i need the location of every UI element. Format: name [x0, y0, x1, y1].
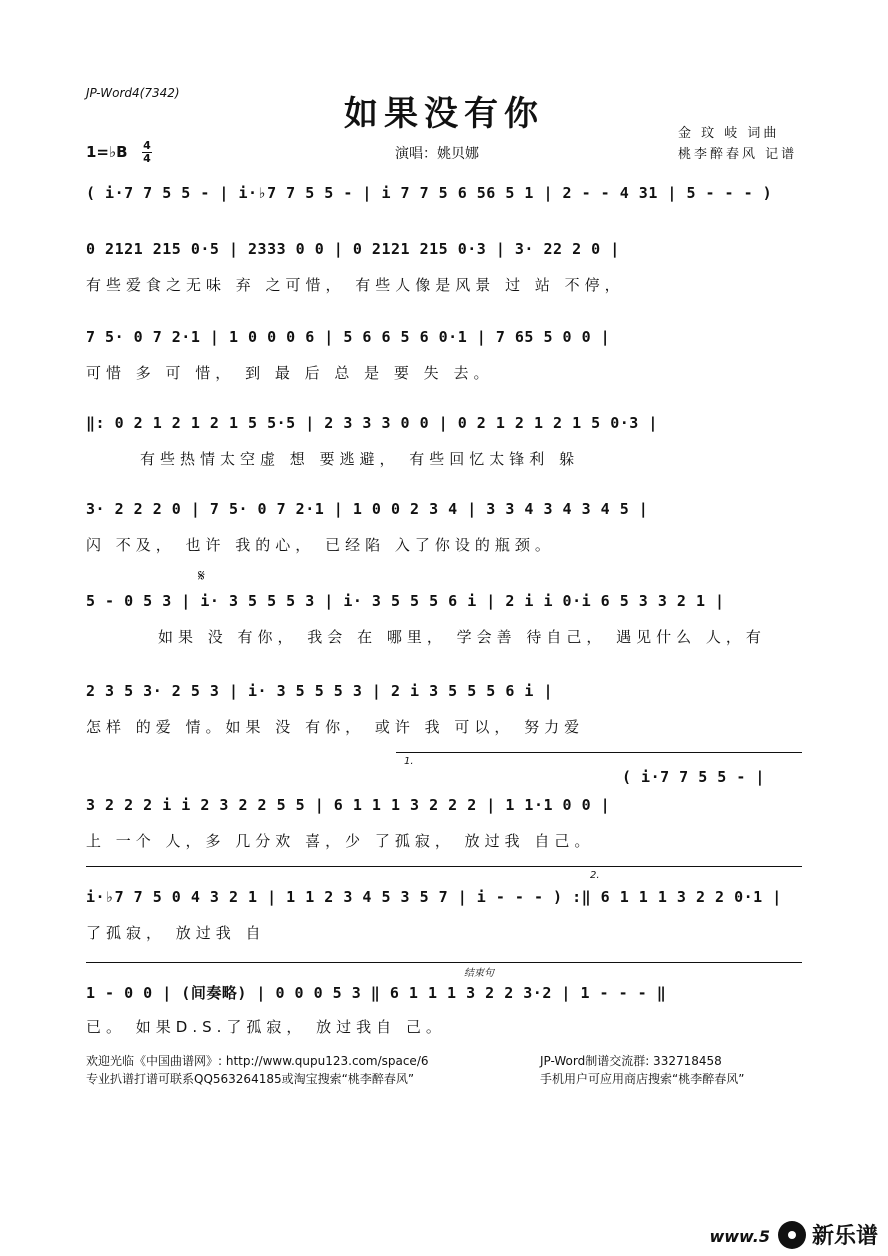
score-line-9: [0, 888, 888, 942]
score-line-6: [0, 592, 888, 646]
lyrics-line-4: 有些热情太空虚 想 要逃避， 有些回忆太锋利 躲: [140, 450, 580, 468]
footer-right-line2: 手机用户可应用商店搜索“桃李醉春风”: [540, 1072, 745, 1086]
logo-text: 新乐谱: [811, 1224, 878, 1249]
notes-line-6: 5 - 0 5 3 | i· 3 5 5 5 3 | i· 3 5 5 5 6 i | 2 i i 0·i 6 5 3 3 2 1 |: [86, 592, 725, 610]
notes-line-7: 2 3 5 3· 2 5 3 | i· 3 5 5 5 3 | 2 i 3 5 5 5 6 i |: [86, 682, 554, 700]
score-line-2: [0, 240, 888, 294]
lyrics-line-6: 如果 没 有你， 我会 在 哪里， 学会善 待自己， 遇见什么 人，有: [158, 628, 766, 646]
transcriber: 桃李醉春风 记谱: [678, 147, 798, 162]
watermark-url: www.5: [709, 1227, 770, 1246]
footer-right-line1: JP-Word制谱交流群: 332718458: [540, 1054, 722, 1068]
song-title: 如果没有你: [344, 94, 544, 134]
time-signature: [142, 140, 152, 165]
notes-line-2: 0 2121 215 0·5 | 2333 0 0 | 0 2121 215 0·3 | 3· 22 2 0 |: [86, 240, 620, 258]
volta-1-label: 1.: [404, 756, 414, 767]
lyrics-line-10: 已。 如果D.S.了孤寂， 放过我自 己。: [86, 1018, 446, 1036]
notes-line-8: 3 2 2 2 i i 2 3 2 2 5 5 | 6 1 1 1 3 2 2 2 | 1 1·1 0 0 |: [86, 796, 611, 814]
notes-line-5: 3· 2 2 2 0 | 7 5· 0 7 2·1 | 1 0 0 2 3 4 | 3 3 4 3 4 3 4 5 |: [86, 500, 649, 518]
record-disc-icon: [778, 1221, 806, 1249]
lyrics-line-7: 怎样 的爱 情。如果 没 有你， 或许 我 可以， 努力爱: [86, 718, 585, 736]
score-line-5: [0, 500, 888, 554]
singer: 演唱：姚贝娜: [395, 146, 479, 162]
lyrics-line-9: 了孤寂， 放过我 自: [86, 924, 266, 942]
notes-line-4: ‖: 0 2 1 2 1 2 1 5 5·5 | 2 3 3 3 0 0 | 0 2 1 2 1 2 1 5 0·3 |: [86, 414, 658, 432]
lyrics-line-3: 可惜 多 可 惜， 到 最 后 总 是 要 失 去。: [86, 364, 494, 382]
time-numerator: 4: [143, 139, 151, 152]
volta-1-bracket: [396, 752, 802, 753]
notes-line-9: i·♭7 7 5 0 4 3 2 1 | 1 1 2 3 4 5 3 5 7 | i - - - ) :‖ 6 1 1 1 3 2 2 0·1 |: [86, 888, 782, 906]
lyrics-line-2: 有些爱食之无味 弃 之可惜， 有些人像是风景 过 站 不停，: [86, 276, 625, 294]
volta-2-bracket: [86, 866, 802, 867]
intro-repeat-notes: ( i·7 7 5 5 - |: [622, 768, 765, 786]
notes-line-10: 1 - 0 0 | (间奏略) | 0 0 0 5 3 ‖ 6 1 1 1 3 2 2 3·2 | 1 - - - ‖: [86, 984, 667, 1002]
software-version: JP-Word4(7342): [86, 86, 180, 100]
key-signature: 1=♭B: [86, 143, 128, 161]
score-line-3: [0, 328, 888, 382]
score-line-10: [0, 982, 888, 1036]
ending-bracket: [86, 962, 802, 963]
score-line-4: [0, 414, 888, 468]
volta-2-label: 2.: [590, 870, 600, 881]
notes-line-1: ( i·7 7 5 5 - | i·♭7 7 5 5 - | i 7 7 5 6 56 5 1 | 2 - - 4 31 | 5 - - - ): [86, 184, 773, 202]
ending-label: 结束句: [464, 968, 494, 979]
lyricist-composer: 金 玟 岐 词曲: [678, 126, 780, 141]
notes-line-3: 7 5· 0 7 2·1 | 1 0 0 0 6 | 5 6 6 5 6 0·1 | 7 65 5 0 0 |: [86, 328, 611, 346]
site-logo: [778, 1219, 878, 1250]
lyrics-line-5: 闪 不及， 也许 我的心， 已经陷 入了你设的瓶颈。: [86, 536, 555, 554]
segno-sign: 𝄋: [198, 566, 205, 585]
footer-left-line1: 欢迎光临《中国曲谱网》: http://www.qupu123.com/space/6: [86, 1054, 429, 1068]
time-denominator: 4: [143, 152, 151, 165]
footer-left-line2: 专业扒谱打谱可联系QQ563264185或淘宝搜索“桃李醉春风”: [86, 1072, 415, 1086]
score-line-7: [0, 682, 888, 736]
lyrics-line-8: 上 一个 人，多 几分欢 喜，少 了孤寂， 放过我 自己。: [86, 832, 595, 850]
score-line-8: [0, 796, 888, 850]
score-line-1: [0, 184, 888, 218]
